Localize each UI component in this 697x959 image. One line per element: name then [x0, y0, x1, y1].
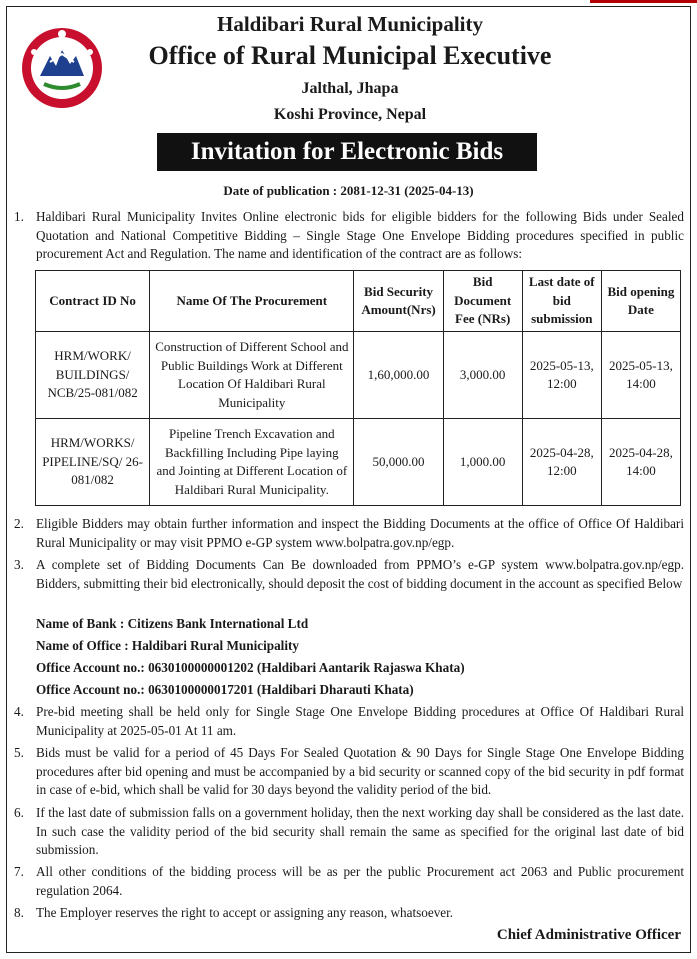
clause-number: 8.	[14, 905, 24, 920]
clause-7	[14, 863, 684, 900]
submission-date-cell: 2025-04-28, 12:00	[522, 419, 601, 506]
nepal-government-emblem-icon	[20, 26, 104, 110]
clause-text: The Employer reserves the right to accept or assigning any reason, whatsoever.	[36, 905, 454, 920]
clause-text: Pre-bid meeting shall be held only for Single Stage One Envelope Bidding procedures at Office Of Haldibari Rural Municipality at 2025-05-01 At 11 am.	[36, 704, 684, 738]
procurement-name-cell: Pipeline Trench Excavation and Backfilling Including Pipe laying and Jointing at Different Location of Haldibari Rural Municipality.	[150, 419, 354, 506]
notice-title-banner: Invitation for Electronic Bids	[157, 133, 537, 171]
clause-number: 3.	[14, 557, 24, 572]
clause-text: All other conditions of the bidding process will be as per the public Procurement act 2063 and Public procurement regulation 2064.	[36, 864, 684, 898]
procurement-name-cell: Construction of Different School and Public Buildings Work at Different Location Of Haldibari Rural Municipality	[150, 332, 354, 419]
clause-2	[14, 515, 684, 552]
clause-number: 6.	[14, 805, 24, 820]
submission-date-cell: 2025-05-13, 12:00	[522, 332, 601, 419]
clause-4	[14, 703, 684, 740]
location-line: Jalthal, Jhapa	[301, 80, 399, 97]
table-row	[36, 419, 681, 506]
col-header: Last date of bid submission	[522, 271, 601, 332]
col-header: Bid opening Date	[601, 271, 680, 332]
table-row	[36, 332, 681, 419]
top-rule	[590, 0, 697, 3]
clause-number: 5.	[14, 745, 24, 760]
contract-id-cell: HRM/WORK/ BUILDINGS/ NCB/25-081/082	[36, 332, 150, 419]
clause-text: If the last date of submission falls on a government holiday, then the next working day shall be considered as the last date. In such case the validity period of the bid security shall remain the same as specified for the original last date of bid submission.	[36, 805, 684, 857]
table-header-row	[36, 271, 681, 332]
publication-date: Date of publication : 2081-12-31 (2025-04-13)	[223, 183, 474, 198]
clause-text: A complete set of Bidding Documents Can Be downloaded from PPMO’s e-GP system www.bolpatra.gov.np/egp. Bidders, submitting their bid electronically, should deposit the cost of bidding document in the account as specified Below	[36, 557, 684, 591]
clause-number: 1.	[14, 209, 24, 224]
office-account-2: Office Account no.: 0630100000017201 (Haldibari Dharauti Khata)	[36, 682, 414, 697]
office-name-line: Name of Office : Haldibari Rural Municipality	[36, 638, 299, 653]
clause-number: 2.	[14, 516, 24, 531]
col-header: Contract ID No	[36, 271, 150, 332]
bid-security-cell: 1,60,000.00	[354, 332, 443, 419]
col-header: Name Of The Procurement	[150, 271, 354, 332]
opening-date-cell: 2025-05-13, 14:00	[601, 332, 680, 419]
bank-name: Name of Bank : Citizens Bank International Ltd	[36, 616, 309, 631]
opening-date-cell: 2025-04-28, 14:00	[601, 419, 680, 506]
document-fee-cell: 3,000.00	[443, 332, 522, 419]
bids-table	[35, 270, 681, 506]
signature: Chief Administrative Officer	[496, 927, 681, 943]
clause-8	[14, 904, 684, 923]
office-account-1: Office Account no.: 0630100000001202 (Haldibari Aantarik Rajaswa Khata)	[36, 660, 465, 675]
clause-text: Haldibari Rural Municipality Invites Online electronic bids for eligible bidders for the following Bids under Sealed Quotation and National Competitive Bidding – Single Stage One Envelope Bidding procedures specified in public procurement Act and Regulation. The name and identification of the contract are as follows:	[36, 209, 684, 261]
col-header: Bid Security Amount(Nrs)	[354, 271, 443, 332]
clause-number: 7.	[14, 864, 24, 879]
clause-text: Bids must be valid for a period of 45 Days For Sealed Quotation & 90 Days for Single Stage One Envelope Bidding procedures after bid opening and must be accompanied by a bid security or scanned copy of the bid security in pdf format in case of e-bid, which shall be valid for 30 days beyond the validity period of the bid.	[36, 745, 684, 797]
clause-5	[14, 744, 684, 800]
clause-3	[14, 556, 684, 593]
municipality-name: Haldibari Rural Municipality	[216, 12, 484, 36]
contract-id-cell: HRM/WORKS/ PIPELINE/SQ/ 26-081/082	[36, 419, 150, 506]
province-line: Koshi Province, Nepal	[273, 106, 427, 123]
clause-1	[14, 208, 684, 264]
bid-security-cell: 50,000.00	[354, 419, 443, 506]
document-fee-cell: 1,000.00	[443, 419, 522, 506]
clause-6	[14, 804, 684, 860]
office-name: Office of Rural Municipal Executive	[148, 41, 552, 70]
clause-text: Eligible Bidders may obtain further information and inspect the Bidding Documents at the office of Office Of Haldibari Rural Municipality or may visit PPMO e-GP system www.bolpatra.gov.np/egp.	[36, 516, 684, 550]
col-header: Bid Document Fee (NRs)	[443, 271, 522, 332]
clause-number: 4.	[14, 704, 24, 719]
